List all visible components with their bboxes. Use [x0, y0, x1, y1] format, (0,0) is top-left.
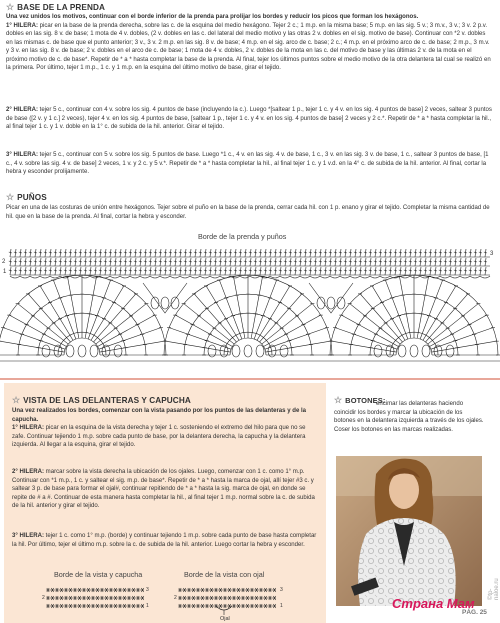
base-paragraph — [6, 13, 492, 73]
vista-h3-text: tejer 1 c. como 1° m.p. (borde) y continuar tejiendo 1 m.p. sobre cada punto de base hasta completar la hil. Por último, tejer el último m.p. sobre la c. de subida de la hil. anterior. Luego cortar la hebra y esconder. — [12, 533, 317, 548]
base-h2-label: 2° HILERA: — [6, 107, 38, 113]
ojal-label: Ojal — [220, 616, 230, 622]
scheme-row-3: 3 — [490, 251, 494, 257]
page-number: PÁG. 25 — [462, 609, 487, 616]
vista-intro: Una vez realizados los bordes, comenzar con la vista pasando por los puntos de las delanteras y de la capucha. — [12, 408, 307, 423]
base-h1-label: 1° HILERA: — [6, 22, 38, 29]
vd1-row-1: 1 — [146, 603, 149, 609]
base-h3-label: 3° HILERA: — [6, 152, 38, 158]
star-icon: ☆ — [334, 395, 343, 405]
base-intro: Una vez unidos los motivos, continuar con el borde inferior de la prenda para prolijar los bordes y reducir los picos que forman los hexágonos. — [6, 14, 419, 20]
scheme-caption: Borde de la prenda y puños — [198, 232, 287, 241]
botones-paragraph — [334, 400, 484, 434]
side-watermark: ©tp-naloe.ru — [488, 578, 500, 600]
diagram1-caption: Borde de la vista y capucha — [54, 570, 143, 579]
punos-title — [6, 192, 47, 203]
vista-diagram-1 — [40, 584, 155, 616]
star-icon: ☆ — [6, 192, 15, 202]
base-title — [6, 2, 105, 13]
section-divider — [0, 378, 500, 380]
vista-h2-paragraph — [12, 468, 318, 511]
base-h3-paragraph — [6, 151, 492, 177]
botones-text: encimar las delanteras haciendo coincidir los bordes y marcar la ubicación de los botones en la delantera izquierda a través de los ojales. Coser los botones en las marcas realizadas. — [334, 401, 484, 433]
punos-paragraph — [6, 204, 492, 221]
diagram2-caption: Borde de la vista con ojal — [184, 570, 265, 579]
vista-title — [12, 395, 191, 406]
vista-h1-label: 1° HILERA: — [12, 425, 44, 431]
vista-h3-paragraph — [12, 532, 318, 549]
vd2-row-2: 2 — [174, 595, 177, 601]
botones-title-text: BOTONES: — [345, 396, 386, 405]
base-title-text: BASE DE LA PRENDA — [17, 3, 105, 12]
scheme-row-1: 1 — [3, 269, 7, 275]
star-icon: ☆ — [6, 2, 15, 12]
vista-diagram-2 — [172, 584, 287, 622]
base-h3-text: tejer 5 c., continuar con 5 v. sobre los sig. 5 puntos de base. Luego *1 c., 4 v. en las sig. 4 v. de base, 1 c., 3 v. en las sig. 3 v. de base, 1 c., saltear 3 puntos de base, [1 c., 4 v. sobre las sig. 4 v. de base] 2 veces, 1 v. y 2 c. y 5 v.*. Repetir de * a * hasta completar la hil., al final tejer 1 c. y 1 v.d. en la 4° c. de subida de la hil. anterior. Al final, cortar la hebra y esconder prolijamente. — [6, 152, 489, 175]
vista-h1-text: picar en la esquina de la vista derecha y tejer 1 c. sosteniendo el extremo del hilo para que no se zafe. Continuar tejiendo 1 m.p. sobre cada punto de base, por la delantera derecha, la capucha y la delantera izquierda. Al llegar a la esquina, girar el tejido. — [12, 425, 306, 448]
vd1-row-2: 2 — [42, 595, 45, 601]
base-h2-paragraph — [6, 106, 492, 132]
vd1-row-3: 3 — [146, 587, 149, 593]
vista-h3-label: 3° HILERA: — [12, 533, 44, 539]
vista-h2-text: marcar sobre la vista derecha la ubicación de los ojales. Luego, comenzar con 1 c. como 1° m.p. Continuar con *1 m.p., 1 c. y saltear el sig. m.p. de base*. Repetir de * a * hasta la marca de ojal, allí tejer #3 c. y saltear 3 p. de base para formar el ojal#, continuar repitiendo de * a * hasta la sig. marca de ojal, en donde se repite de # a #. Continuar de esta manera hasta completar la hil., al final tejer 1 m.p. normal sobre la c. de subida de la hil. anterior y girar el tejido. — [12, 469, 315, 509]
vista-intro-paragraph — [12, 407, 318, 450]
base-h2-text: tejer 5 c., continuar con 4 v. sobre los sig. 4 puntos de base (incluyendo la c.). Luego *[saltear 1 p., tejer 1 c. y 4 v. en los sig. 4 puntos de base] 2 veces, saltear 3 puntos de base ([2 v. y 1 c.] 2 veces), tejer 4 v. en los sig. 4 puntos de base, [saltear 1 p., tejer 1 c. y 4 v. en los sig. 4 puntos de base] 2 veces y 2 c.*. Repetir de * a * hasta completar la hil., al final tejer 1 c. y 1 v. doble en la 1° c. de subida de la hil. anterior. Girar el tejido. — [6, 107, 492, 130]
punos-title-text: PUÑOS — [17, 193, 47, 202]
base-h1-text: picar en la base de la prenda derecha, sobre las c. de la esquina del medio hexágono. Tejer 2 c.; 1 m.p. en la misma base; 5 m.p. en las sig. 5 v.; 3 m.v., 3 v.; 3 v. 2 p.v. dobles en las sig. 8 v. de base; 1 mota de 4 v. dobles, (2 v. dobles en las c. del lateral del medio motivo y las otras 2 v. dobles en el sig. motivo de base). Continuar con *2 v. dobles en las mismas c. de base que el punto anterior; 3 v., 3 v. 2 m.p. en las sig. 8 v. de base; 4 m.p. en el sig. arco de c. base; 2 c.; 4 m.p. en el próximo arco de c. de base; 2 m.p., 3 m.v. y 3 v. en las sig. 8 v. de base; 2 v. dobles en el arco de c. de base; 1 mota de 4 v. dobles, 2 v. dobles de la mota en las c. del motivo de base y las últimas 2 v. de la mota en el próximo motivo de c. de base*. Repetir de * a * hasta completar la base de la prenda. Al final, tejer los últimos puntos sobre el medio motivo de la otra delantera tal cual se realizó en la primera. Por último, tejer 1 m.p., 1 c. y 1 m.p. en la esquina del último motivo de base, girar el tejido. — [6, 22, 491, 71]
scheme-row-2: 2 — [2, 259, 6, 265]
vd2-row-1: 1 — [280, 603, 283, 609]
vista-title-text: VISTA DE LAS DELANTERAS Y CAPUCHA — [23, 396, 191, 405]
star-icon: ☆ — [12, 395, 21, 405]
vd2-row-3: 3 — [280, 587, 283, 593]
model-photo — [336, 456, 482, 606]
punos-text: Picar en una de las costuras de unión entre hexágonos. Tejer sobre el puño en la base de la prenda, cerrar cada hil. con 1 p. enano y girar el tejido. Completar la misma cantidad de hil. que en la base de la prenda. Al final, cortar la hebra y esconder. — [6, 205, 490, 220]
model-photo-image — [336, 456, 482, 606]
vista-h2-label: 2° HILERA: — [12, 469, 44, 475]
crochet-scheme-diagram — [0, 243, 500, 373]
watermark-logo: Страна Мам — [392, 596, 475, 611]
